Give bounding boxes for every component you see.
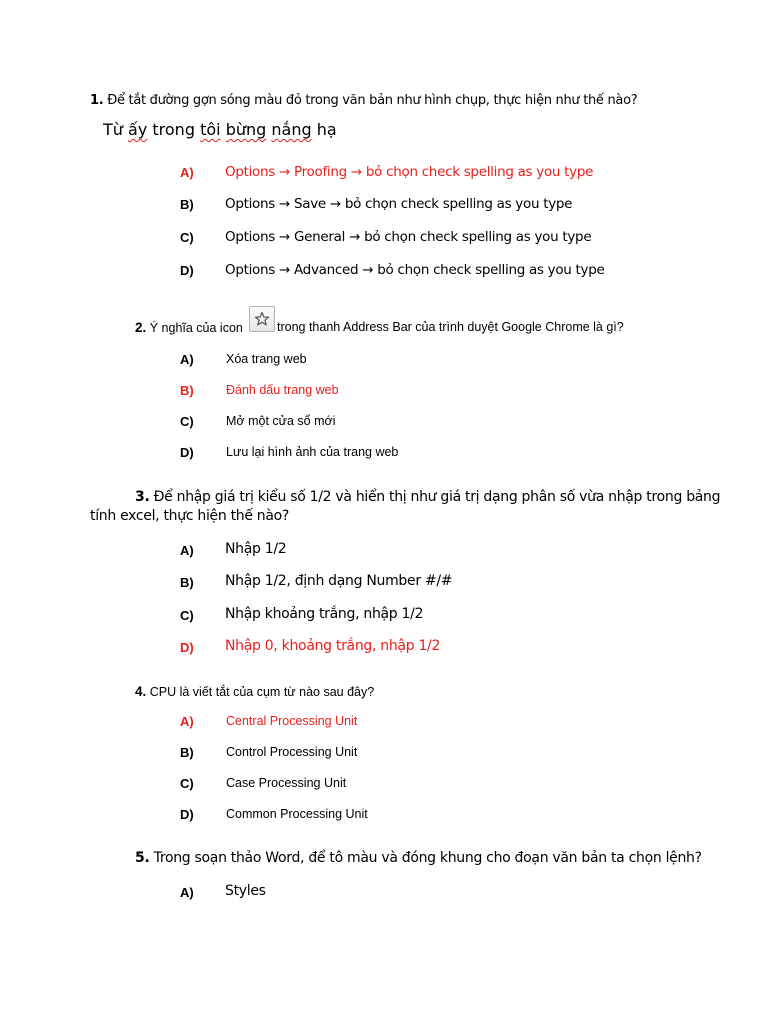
question-number: 3.: [135, 489, 150, 505]
question-number: 1.: [90, 93, 104, 108]
question-number: 5.: [135, 850, 150, 866]
option-text: Options → General → bỏ chọn check spelling as you type: [225, 229, 592, 245]
option-letter: A): [180, 714, 194, 729]
option-text: Nhập khoảng trắng, nhập 1/2: [225, 606, 424, 622]
option-letter: C): [180, 414, 194, 429]
option-letter: A): [180, 352, 194, 367]
option-text: Mở một cửa sổ mới: [226, 414, 336, 428]
option-text-correct: Nhập 0, khoảng trắng, nhập 1/2: [225, 638, 441, 654]
question-1: [90, 93, 637, 108]
option-letter: C): [180, 776, 194, 791]
misspelled-word: nắng: [271, 120, 312, 139]
question-text-line1: Để nhập giá trị kiểu số 1/2 và hiển thị như giá trị dạng phân số vừa nhập trong bảng: [149, 489, 721, 505]
question-5: [135, 850, 702, 866]
question-text-part1: Ý nghĩa của icon: [146, 321, 243, 335]
option-text: Nhập 1/2: [225, 541, 287, 557]
option-text: Options → Save → bỏ chọn check spelling as you type: [225, 196, 573, 212]
option-letter: D): [180, 445, 194, 460]
option-letter: D): [180, 263, 194, 278]
option-letter: B): [180, 383, 194, 398]
question-text: Để tắt đường gợn sóng màu đỏ trong văn bản như hình chụp, thực hiện như thế nào?: [103, 93, 638, 108]
option-text: Case Processing Unit: [226, 776, 347, 790]
option-letter: C): [180, 230, 194, 245]
option-letter: C): [180, 608, 194, 623]
question-3-line2: tính excel, thực hiện thế nào?: [90, 508, 290, 524]
question-3: [135, 489, 720, 505]
sample-word: Từ: [103, 120, 123, 139]
option-letter: B): [180, 197, 194, 212]
option-text: Options → Advanced → bỏ chọn check spelling as you type: [225, 262, 605, 278]
option-letter: A): [180, 885, 194, 900]
option-text: Styles: [225, 883, 266, 899]
question-2: [135, 320, 243, 335]
question-text: CPU là viết tắt của cụm từ nào sau đây?: [146, 685, 375, 699]
option-letter: A): [180, 165, 194, 180]
option-letter: D): [180, 640, 194, 655]
question-text: Trong soạn thảo Word, để tô màu và đóng khung cho đoạn văn bản ta chọn lệnh?: [149, 850, 702, 866]
option-letter: D): [180, 807, 194, 822]
option-letter: B): [180, 575, 194, 590]
option-text: Nhập 1/2, định dạng Number #/#: [225, 573, 453, 589]
sample-word: hạ: [316, 120, 337, 139]
question-number: 4.: [135, 684, 147, 699]
question-number: 2.: [135, 320, 147, 335]
misspelled-word: tôi: [200, 120, 221, 139]
misspelled-word: ấy: [128, 120, 148, 139]
option-text-correct: Central Processing Unit: [226, 714, 358, 728]
option-text-correct: Đánh dấu trang web: [226, 383, 339, 397]
option-letter: B): [180, 745, 194, 760]
option-text: Common Processing Unit: [226, 807, 368, 821]
star-icon: [249, 306, 275, 332]
option-text-correct: Options → Proofing → bỏ chọn check spelling as you type: [225, 164, 594, 180]
question-2-text-continued: trong thanh Address Bar của trình duyệt Google Chrome là gì?: [277, 320, 624, 334]
option-text: Control Processing Unit: [226, 745, 358, 759]
option-text: Lưu lại hình ảnh của trang web: [226, 445, 399, 459]
sample-text-with-spelling-errors: [103, 120, 337, 139]
misspelled-word: bừng: [225, 120, 267, 139]
option-letter: A): [180, 543, 194, 558]
question-4: [135, 684, 374, 699]
sample-word: trong: [152, 120, 195, 139]
option-text: Xóa trang web: [226, 352, 307, 366]
